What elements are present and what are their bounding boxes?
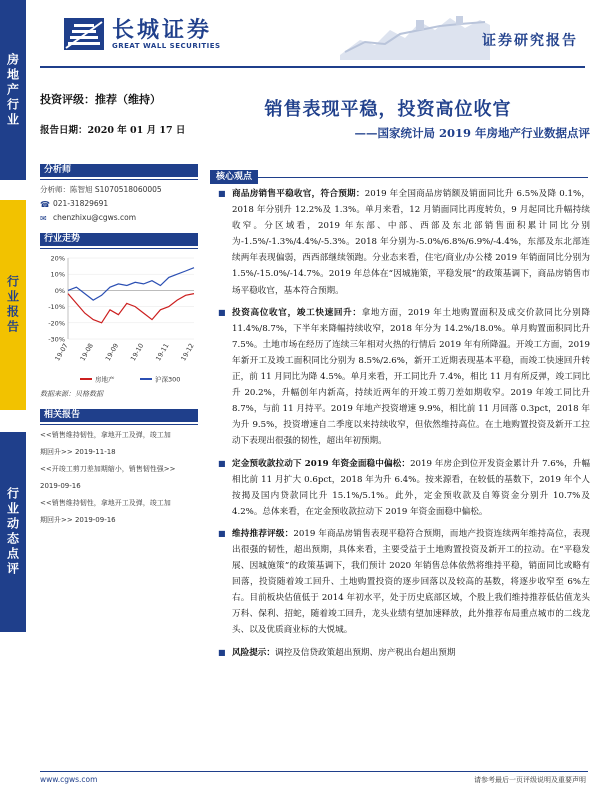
x-tick-label: 19-08 (78, 342, 95, 363)
logo-text-en: GREAT WALL SECURITIES (112, 42, 221, 50)
series-line-0 (68, 294, 194, 323)
core-point-lead: 风险提示： (232, 647, 275, 658)
square-bullet-icon: ■ (218, 647, 226, 657)
core-point-text: 2019 年房企到位开发资金累计升 7.6%，升幅相比前 11 月扩大 0.6pct，2018 年为升 6.4%。按来源看，在较低的基数下，2019 年个人按揭及国内贷款同比升 15.1%/5.1%。此外，定金预收款及自筹资金分别升 10.7%及 4.2%。总体来看，在定金预收款拉动下 2019 年资金面稳中偏松。 (232, 458, 591, 517)
square-bullet-icon: ■ (218, 189, 226, 198)
industry-trend-chart (40, 252, 198, 387)
core-point-lead: 定金预收款拉动下 2019 年资金面稳中偏松： (232, 458, 411, 469)
core-point-lead: 投资高位收官，竣工快速回升： (232, 307, 362, 318)
related-report-item[interactable]: 2019-09-16 (40, 482, 81, 490)
report-date: 报告日期：2020 年 01 月 17 日 (40, 125, 186, 136)
sidebar-label-report: 行业报告 (5, 275, 20, 335)
related-reports-section (40, 409, 198, 529)
phone-icon: ☎ (40, 199, 50, 209)
y-tick-label: 0% (54, 286, 65, 295)
square-bullet-icon: ■ (218, 307, 226, 317)
industry-trend-section (40, 233, 198, 399)
trend-section-title: 行业走势 (40, 233, 198, 246)
core-point-text: 拿地方面，2019 年土地购置面积及成交价款同比分别降 11.4%/8.7%，下半年来降幅持续收窄，2018 年分为 14.2%/18.0%。单月购置面积同比升 7.5%。土地市场在经历了连续三年相对火热的行情后 2019 年有所降温。开竣工方面，2019 年新开工及竣工面积同比分别为 8.5%/2.6%，新开工近期表现基本平稳，而竣工快速回升转正，前 11 月同比为降 4.5%。单月来看，开工同比升 7.4%，相比 11 月有所反弹，竣工同比升 20.2%，升幅创年内新高，持续近两年的开竣工剪刀差如期收窄。2019 年竣工同比升 8.7%，与前 11 月持平。2019 年地产投资增速 9.9%，相比前 11 月回落 0.3pct，2018 年为升 9.5%，投资增速自二季度以来持续收窄，但依然维持高位。在土地购置投资及新开工拉动下表现出很强的韧性，超出年初预期。 (232, 307, 590, 447)
square-bullet-icon: ■ (218, 528, 226, 538)
x-tick-label: 19-12 (179, 342, 196, 363)
series-line-1 (68, 268, 194, 300)
footer-website[interactable]: www.cgws.com (40, 775, 98, 784)
core-points-label: 核心观点 (210, 170, 258, 184)
core-point (210, 456, 590, 520)
analyst-email[interactable]: ✉ chenzhixu@cgws.com (40, 213, 137, 223)
logo-mark-icon (62, 14, 106, 54)
core-point (210, 645, 590, 661)
related-report-item[interactable]: <<销售维持韧性，拿地开工及弹，竣工加 (40, 499, 171, 507)
category-sidebar (0, 0, 26, 800)
related-report-item[interactable]: 期回升>> 2019-09-16 (40, 516, 116, 524)
square-bullet-icon: ■ (218, 458, 226, 468)
x-tick-label: 19-11 (154, 342, 171, 363)
page-header (40, 0, 600, 75)
email-icon: ✉ (40, 213, 47, 223)
related-report-list (40, 427, 198, 529)
y-tick-label: -10% (48, 303, 65, 312)
report-type-label: 证券研究报告 (482, 33, 578, 49)
x-tick-label: 19-07 (53, 342, 70, 363)
related-section-title: 相关报告 (40, 409, 198, 422)
sidebar-segment-review (0, 432, 26, 632)
sidebar-label-industry: 房地产行业 (5, 52, 20, 128)
x-tick-label: 19-09 (103, 342, 121, 363)
core-point (210, 305, 590, 450)
analyst-name: 分析师：陈智旭 S1070518060005 (40, 185, 162, 194)
core-points-header (210, 164, 588, 182)
report-subtitle: ——国家统计局 2019 年房地产行业数据点评 (354, 126, 590, 140)
core-point-lead: 维持推荐评级： (232, 528, 294, 539)
logo-text-cn: 长城证券 (112, 17, 213, 43)
footer-divider (40, 771, 588, 772)
sidebar-label-review: 行业动态点评 (5, 487, 20, 577)
core-point-lead: 商品房销售平稳收官，符合预期： (232, 189, 365, 199)
sidebar-segment-report (0, 200, 26, 410)
core-point-text: 调控及信贷政策超出预期、房产税出台超出预期 (274, 647, 456, 658)
y-tick-label: -20% (48, 319, 65, 328)
y-tick-label: 20% (50, 254, 65, 263)
related-report-item[interactable]: <<开竣工剪刀差加期缩小，销售韧性强>> (40, 465, 176, 473)
analyst-phone: ☎ 021-31829691 (40, 199, 109, 209)
related-report-item[interactable]: <<销售维持韧性，拿地开工及弹，竣工加 (40, 431, 171, 439)
trend-chart-svg (40, 252, 198, 387)
footer-disclaimer: 请参考最后一页评级说明及重要声明 (474, 776, 586, 784)
core-point-text: 2019 年商品房销售表现平稳符合预期，而地产投资连续两年维持高位，表现出很强的韧性，超出预期，具体来看，主要受益于土地购置投资及新开工的拉动。在“平稳发展、因城施策”的政策基调下，我们预计 2020 年销售总体依然将维持平稳，销面同比或略有回落，投资随着竣工回升、土地购置投资的逐步回落以及较高的基数，将逐步收窄至 6%左右。目前板块估值低于 2014 年初水平，处于历史底部区域，个股上我们维持推荐低估值龙头万科、保利、招蛇，随着竣工回升，龙头业绩有望加速释放，此外推荐布局重点城市的二线龙头、以及优质商业标的大悦城。 (232, 528, 590, 636)
core-points-list (210, 186, 590, 661)
company-logo (62, 14, 221, 54)
related-report-item[interactable]: 期回升>> 2019-11-18 (40, 448, 116, 456)
great-wall-illustration (340, 0, 490, 60)
report-title: 销售表现平稳，投资高位收官 (264, 99, 512, 120)
legend-label: 房地产 (95, 375, 115, 384)
left-info-column (40, 85, 198, 529)
analyst-section-title: 分析师 (40, 164, 198, 177)
y-tick-label: -30% (48, 335, 65, 344)
core-point (210, 186, 590, 299)
y-tick-label: 10% (50, 270, 65, 279)
analyst-section (40, 164, 198, 225)
legend-label: 沪深300 (155, 375, 181, 384)
chart-source: 数据来源：贝格数据 (40, 390, 103, 398)
core-point (210, 526, 590, 639)
header-divider (40, 66, 585, 68)
x-tick-label: 19-10 (128, 342, 146, 363)
investment-rating: 投资评级：推荐（维持） (40, 93, 161, 106)
core-point-text: 2019 年全国商品房销额及销面同比升 6.5%及降 0.1%，2018 年分别升 12.2%及 1.3%。单月来看，12 月销面同比再度转负，9 月起同比升幅持续收窄。分区域看，2019 年东部、中部、西部及东北部销售面积累计同比分别为-1.5%/-1.3%/4.4%/-5.3%。2018 年分别为-5.0%/6.8%/6.9%/-4.4%，东部及东北部连续两年表现偏弱，西西部继续领跑。分业态来看，住宅/商业/办公楼 2019 年销面同比分别为 1.5%/-15.0%/-14.7%。2019 年总体在“因城施策，平稳发展”的政策基调下，商品房销售市场平稳收官，基本符合预期。 (232, 189, 590, 296)
sidebar-segment-industry (0, 0, 26, 180)
